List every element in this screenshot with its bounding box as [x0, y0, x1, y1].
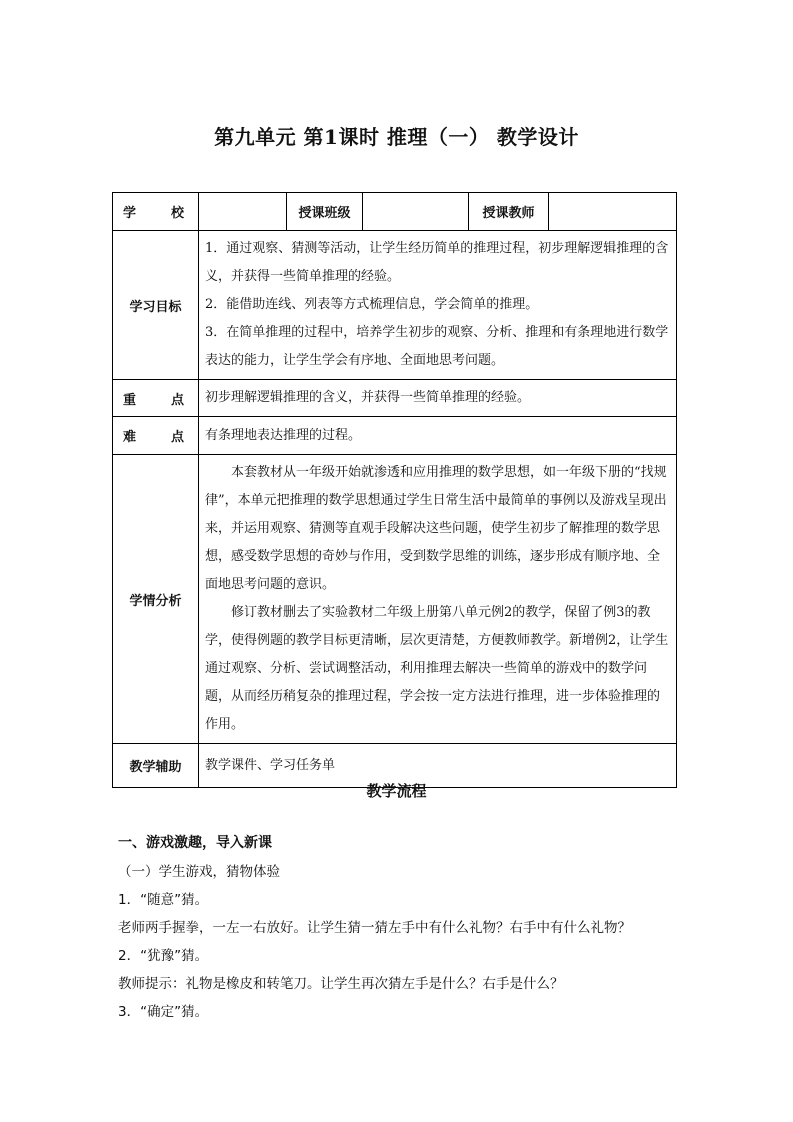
teacher-value-cell [549, 193, 677, 231]
aids-label: 教学辅助 [113, 744, 199, 788]
key-point-text: 初步理解逻辑推理的含义，并获得一些简单推理的经验。 [199, 380, 677, 417]
header-row [113, 193, 677, 231]
step-2-text: 教师提示：礼物是橡皮和转笔刀。让学生再次猜左手是什么？右手是什么？ [118, 976, 564, 992]
school-value-cell [199, 193, 287, 231]
difficulty-label-cell [113, 417, 199, 455]
difficulty-label-char-1: 难 [123, 430, 137, 445]
objective-2: 2．能借助连线、列表等方式梳理信息，学会简单的推理。 [205, 297, 539, 312]
school-label-char-1: 学 [123, 206, 137, 221]
difficulty-row [113, 417, 677, 455]
analysis-cell [199, 455, 677, 744]
step-1-text: 老师两手握拳，一左一右放好。让学生猜一猜左手中有什么礼物？右手中有什么礼物？ [118, 920, 631, 936]
objectives-row [113, 231, 677, 380]
step-1-title: 1．“随意”猜。 [118, 892, 209, 908]
objectives-cell [199, 231, 677, 380]
lesson-info-table [112, 192, 677, 788]
key-label-char-1: 重 [123, 392, 137, 408]
aids-text: 教学课件、学习任务单 [199, 744, 677, 788]
teacher-label: 授课教师 [469, 193, 549, 231]
difficulty-text: 有条理地表达推理的过程。 [199, 417, 677, 455]
school-label-cell [113, 193, 199, 231]
analysis-paragraph-2: 修订教材删去了实验教材二年级上册第八单元例2的教学，保留了例3的教学，使得例题的教学目标更清晰，层次更清楚，方便教师教学。新增例2，让学生通过观察、分析、尝试调整活动，利用推理去解决一些简单的游戏中的数学问题，从而经历稍复杂的推理过程，学会按一定方法进行推理，进一步体验推理的作用。 [205, 605, 669, 732]
objective-1: 1．通过观察、猜测等活动，让学生经历简单的推理过程，初步理解逻辑推理的含义，并获得一些简单推理的经验。 [205, 241, 669, 284]
key-point-label-cell [113, 380, 199, 417]
step-3-title: 3．“确定”猜。 [118, 1004, 209, 1020]
difficulty-label-char-2: 点 [170, 430, 184, 445]
key-label-char-2: 点 [170, 392, 184, 408]
document-title: 第九单元 第1课时 推理（一） 教学设计 [214, 125, 579, 149]
objective-3: 3．在简单推理的过程中，培养学生初步的观察、分析、推理和有条理地进行数学表达的能力，让学生学会有序地、全面地思考问题。 [205, 325, 669, 368]
class-label: 授课班级 [287, 193, 363, 231]
analysis-paragraph-1: 本套教材从一年级开始就渗透和应用推理的数学思想，如一年级下册的“找规律”，本单元把推理的数学思想通过学生日常生活中最简单的事例以及游戏呈现出来，并运用观察、猜测等直观手段解决这些问题，使学生初步了解推理的数学思想，感受数学思想的奇妙与作用，受到数学思维的训练，逐步形成有顺序地、全面地思考问题的意识。 [205, 465, 667, 592]
key-point-row [113, 380, 677, 417]
analysis-row [113, 455, 677, 744]
subsection-heading: （一）学生游戏，猜物体验 [118, 864, 280, 880]
step-2-title: 2．“犹豫”猜。 [118, 948, 209, 964]
analysis-label: 学情分析 [113, 455, 199, 744]
lesson-body [118, 828, 688, 1026]
objectives-label: 学习目标 [113, 231, 199, 380]
section-heading: 一、游戏激趣，导入新课 [118, 835, 272, 851]
flow-heading: 教学流程 [366, 782, 427, 800]
class-value-cell [363, 193, 469, 231]
school-label-char-2: 校 [170, 206, 184, 221]
